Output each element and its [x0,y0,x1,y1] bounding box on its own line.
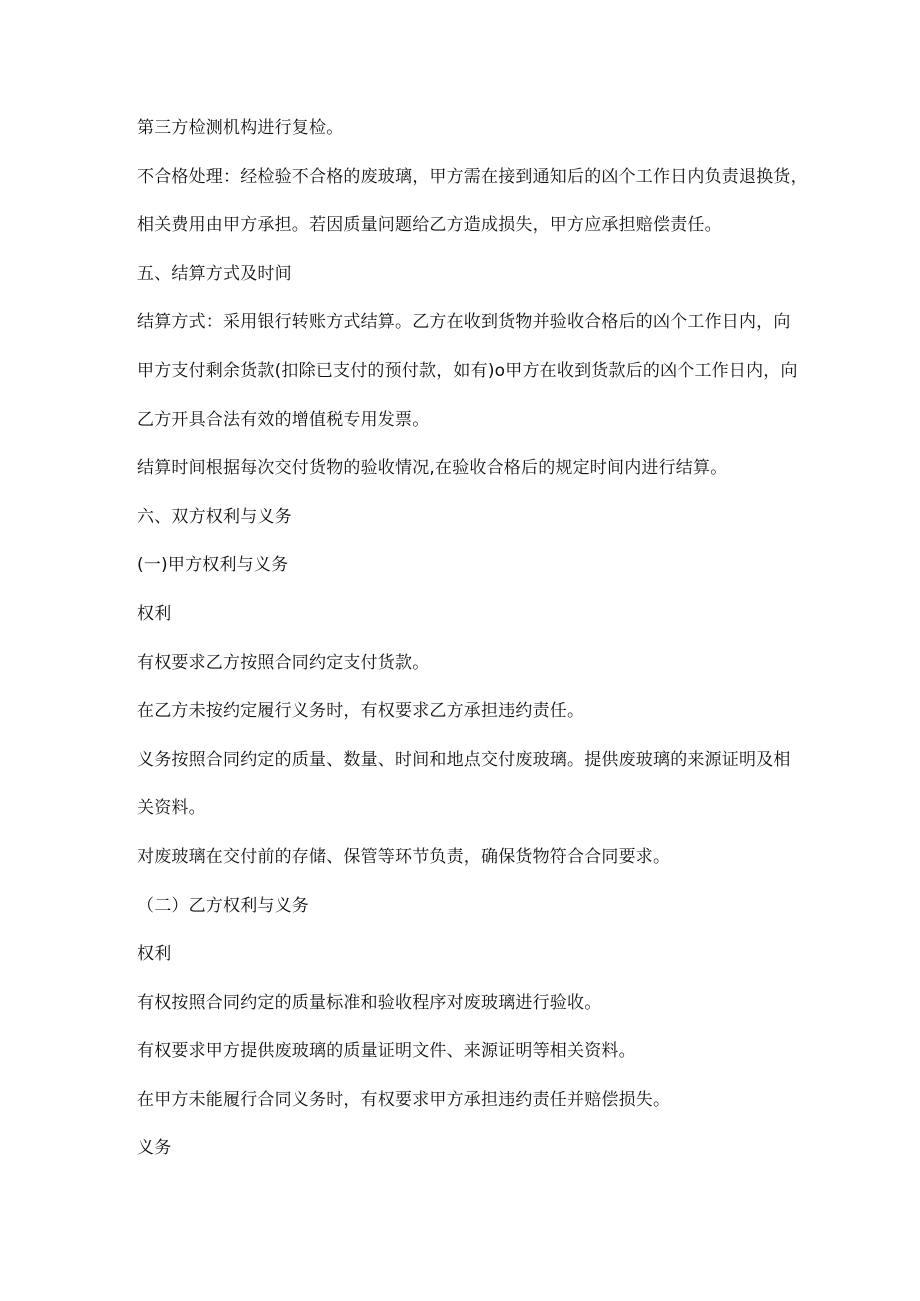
label-obligations: 义务 [137,1138,172,1159]
paragraph-line: 结算时间根据每次交付货物的验收情况,在验收合格后的规定时间内进行结算。 [137,458,728,479]
paragraph-line: 在乙方未按约定履行义务时，有权要求乙方承担违约责任。 [137,701,585,722]
paragraph-line: 对废玻璃在交付前的存储、保管等环节负责，确保货物符合合同要求。 [137,846,671,867]
subsection-heading: （二）乙方权利与义务 [137,895,309,916]
paragraph-line: 相关费用由甲方承担。若因质量问题给乙方造成损失，甲方应承担赔偿责任。 [137,215,722,236]
label-rights: 权利 [137,603,172,624]
paragraph-line: 关资料。 [137,798,206,819]
paragraph-line: 有权按照合同约定的质量标准和验收程序对废玻璃进行验收。 [137,992,602,1013]
paragraph-line: 结算方式：采用银行转账方式结算。乙方在收到货物并验收合格后的凶个工作日内，向 [137,312,791,333]
paragraph-line: 在甲方未能履行合同义务时，有权要求甲方承担违约责任并赔偿损失。 [137,1089,671,1110]
paragraph-line: 有权要求乙方按照合同约定支付货款。 [137,652,430,673]
section-heading: 六、双方权利与义务 [137,506,292,527]
paragraph-line: 甲方支付剩余货款(扣除已支付的预付款，如有)o甲方在收到货款后的凶个工作日内，向 [137,360,798,381]
paragraph-line: 义务按照合同约定的质量、数量、时间和地点交付废玻璃。提供废玻璃的来源证明及相 [137,749,791,770]
document-body [137,116,817,1185]
label-rights: 权利 [137,944,172,965]
section-heading: 五、结算方式及时间 [137,263,292,284]
paragraph-line: 乙方开具合法有效的增值税专用发票。 [137,409,430,430]
paragraph-line: 有权要求甲方提供废玻璃的质量证明文件、来源证明等相关资料。 [137,1041,636,1062]
paragraph-line: 不合格处理：经检验不合格的废玻璃，甲方需在接到通知后的凶个工作日内负责退换货， [137,166,808,187]
subsection-heading: (一)甲方权利与义务 [137,555,289,576]
paragraph-line: 第三方检测机构进行复检。 [137,118,344,138]
